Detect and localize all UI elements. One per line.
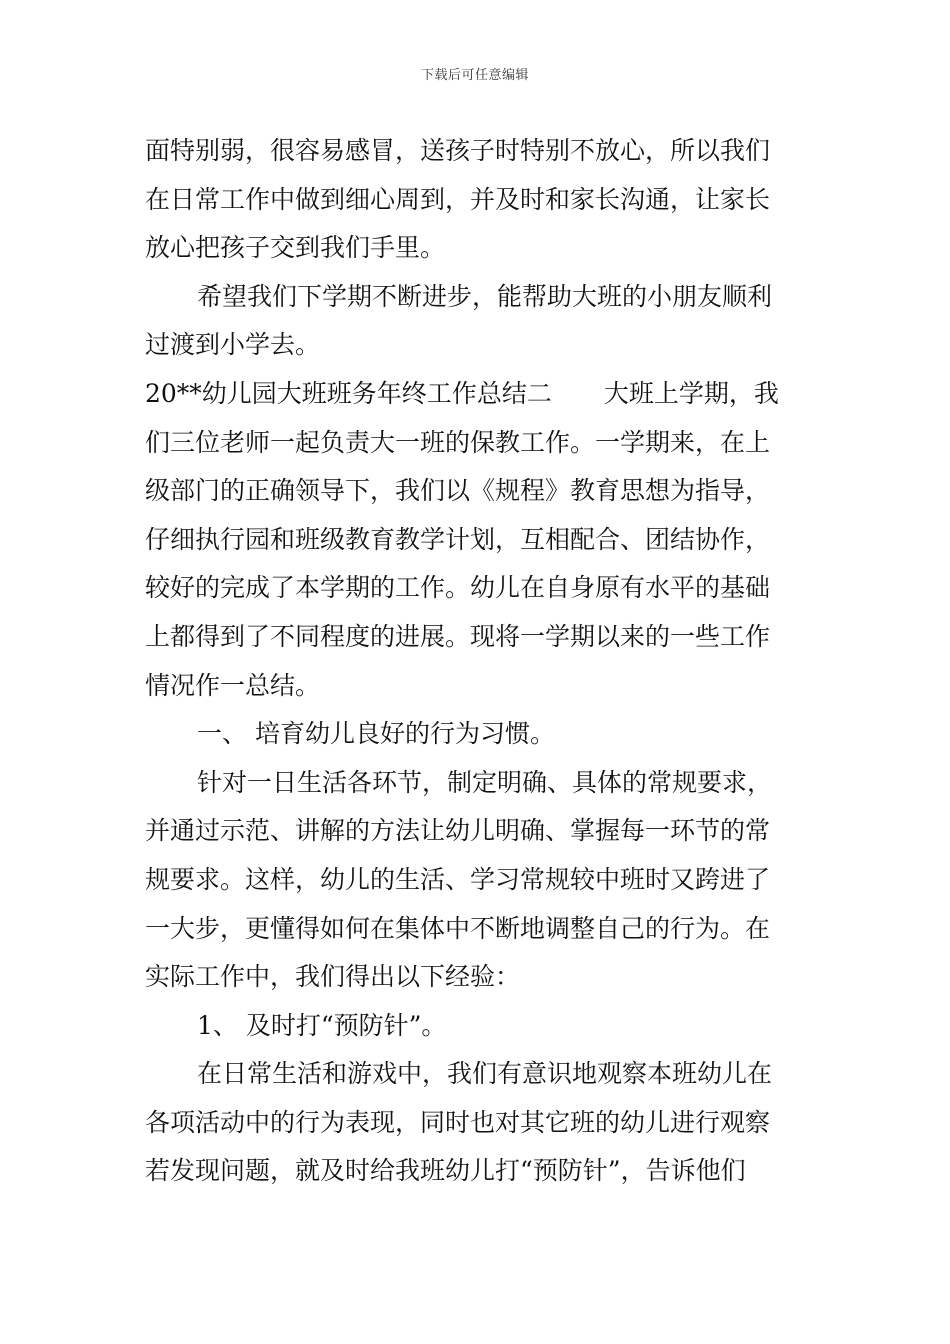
text-line xyxy=(145,807,810,856)
text-line xyxy=(145,321,810,370)
subheading-text: 一、 培育幼儿良好的行为习惯。 xyxy=(197,719,555,749)
text-line xyxy=(145,467,810,516)
line-text: 情况作一总结。 xyxy=(145,670,321,700)
line-text: 并通过示范、讲解的方法让幼儿明确、掌握每一环节的常 xyxy=(145,816,771,846)
line-text: 们三位老师一起负责大一班的保教工作。一学期来，在上 xyxy=(145,427,771,457)
text-line xyxy=(145,516,810,565)
line-text: 较好的完成了本学期的工作。幼儿在自身原有水平的基础 xyxy=(145,573,771,603)
subheading-text: 1、 及时打“预防针”。 xyxy=(197,1010,447,1040)
line-text: 仔细执行园和班级教育教学计划，互相配合、团结协作， xyxy=(145,524,771,554)
document-body xyxy=(145,127,810,1196)
line-text: 面特别弱，很容易感冒，送孩子时特别不放心，所以我们 xyxy=(145,136,771,165)
line-text: 针对一日生活各环节，制定明确、具体的常规要求， xyxy=(197,767,773,797)
text-line xyxy=(145,662,810,711)
text-line xyxy=(145,224,810,273)
text-line xyxy=(145,176,810,225)
line-text: 希望我们下学期不断进步，能帮助大班的小朋友顺利 xyxy=(197,281,773,311)
paragraph-start-line xyxy=(145,273,810,322)
text-line xyxy=(145,564,810,613)
text-line xyxy=(145,419,810,468)
page-header: 下载后可任意编辑 xyxy=(420,68,529,83)
text-line xyxy=(145,127,810,176)
line-text: 若发现问题，就及时给我班幼儿打“预防针”，告诉他们 xyxy=(145,1156,746,1186)
line-text: 大班上学期，我 xyxy=(603,378,779,408)
line-text: 上都得到了不同程度的进展。现将一学期以来的一些工作 xyxy=(145,621,771,651)
subheading-line xyxy=(145,710,810,759)
subheading-line xyxy=(145,1002,810,1051)
line-text: 放心把孩子交到我们手里。 xyxy=(145,233,446,263)
line-text: 各项活动中的行为表现，同时也对其它班的幼儿进行观察 xyxy=(145,1107,771,1137)
text-line xyxy=(145,1147,810,1196)
text-line xyxy=(145,613,810,662)
line-text: 实际工作中，我们得出以下经验： xyxy=(145,962,521,992)
text-line xyxy=(145,856,810,905)
section-title-line xyxy=(145,370,810,419)
line-text: 一大步，更懂得如何在集体中不断地调整自己的行为。在 xyxy=(145,913,771,943)
line-text: 级部门的正确领导下，我们以《规程》教育思想为指导， xyxy=(145,476,771,506)
line-text: 在日常生活和游戏中，我们有意识地观察本班幼儿在 xyxy=(197,1059,773,1089)
section-title: 20**幼儿园大班班务年终工作总结二 xyxy=(145,378,552,408)
text-line xyxy=(145,905,810,954)
text-line xyxy=(145,953,810,1002)
paragraph-start-line xyxy=(145,1050,810,1099)
line-text: 过渡到小学去。 xyxy=(145,330,321,360)
text-line xyxy=(145,1099,810,1148)
paragraph-start-line xyxy=(145,759,810,808)
line-text: 规要求。这样，幼儿的生活、学习常规较中班时又跨进了 xyxy=(145,864,771,894)
line-text: 在日常工作中做到细心周到，并及时和家长沟通，让家长 xyxy=(145,184,771,214)
